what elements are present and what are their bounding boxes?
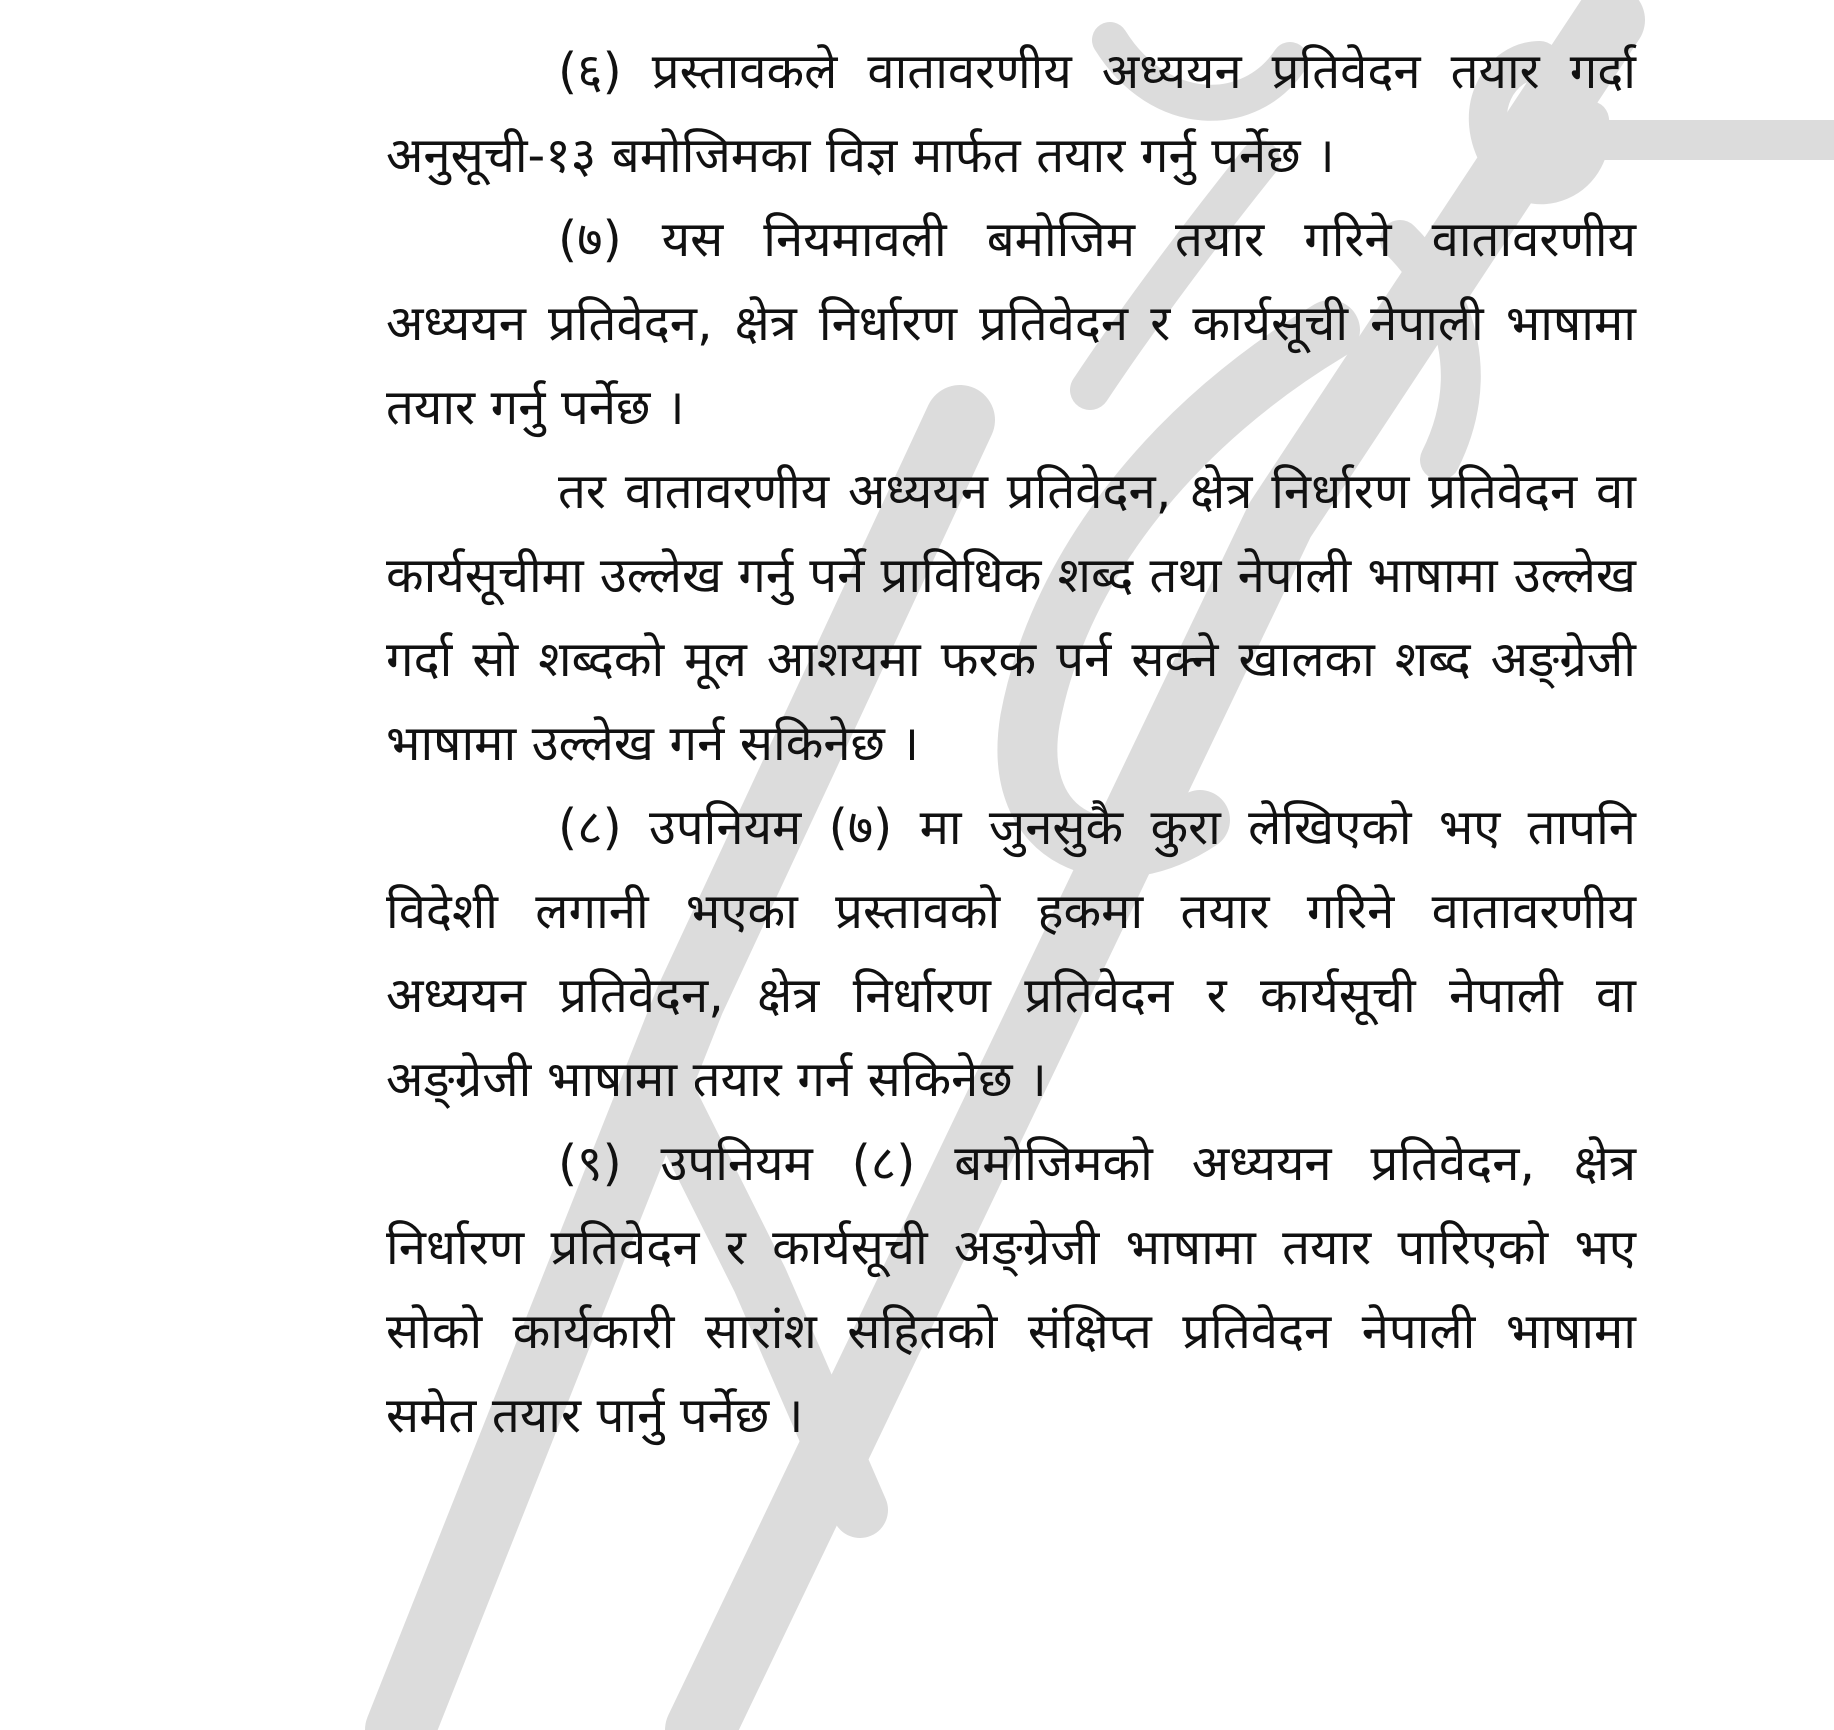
paragraph-proviso: तर वातावरणीय अध्ययन प्रतिवेदन, क्षेत्र निर्धारण प्रतिवेदन वा कार्यसूचीमा उल्लेख गर्नु पर्ने प्राविधिक शब्द तथा नेपाली भाषामा उल्लेख गर्दा सो शब्दको मूल आशयमा फरक पर्न सक्ने खालका शब्द अङ्ग्रेजी भाषामा उल्लेख गर्न सकिनेछ । <box>386 463 1636 772</box>
paragraph-sub-rule-7: (७) यस नियमावली बमोजिम तयार गरिने वातावरणीय अध्ययन प्रतिवेदन, क्षेत्र निर्धारण प्रतिवेदन र कार्यसूची नेपाली भाषामा तयार गर्नु पर्नेछ । <box>386 211 1636 436</box>
document-page <box>386 30 1636 1458</box>
paragraph-sub-rule-8: (८) उपनियम (७) मा जुनसुकै कुरा लेखिएको भए तापनि विदेशी लगानी भएका प्रस्तावको हकमा तयार गरिने वातावरणीय अध्ययन प्रतिवेदन, क्षेत्र निर्धारण प्रतिवेदन र कार्यसूची नेपाली वा अङ्ग्रेजी भाषामा तयार गर्न सकिनेछ । <box>386 799 1636 1108</box>
paragraph-sub-rule-6: (६) प्रस्तावकले वातावरणीय अध्ययन प्रतिवेदन तयार गर्दा अनुसूची-१३ बमोजिमका विज्ञ मार्फत तयार गर्नु पर्नेछ । <box>386 43 1636 184</box>
paragraph-sub-rule-9: (९) उपनियम (८) बमोजिमको अध्ययन प्रतिवेदन, क्षेत्र निर्धारण प्रतिवेदन र कार्यसूची अङ्ग्रेजी भाषामा तयार पारिएको भए सोको कार्यकारी सारांश सहितको संक्षिप्त प्रतिवेदन नेपाली भाषामा समेत तयार पार्नु पर्नेछ । <box>386 1135 1636 1444</box>
